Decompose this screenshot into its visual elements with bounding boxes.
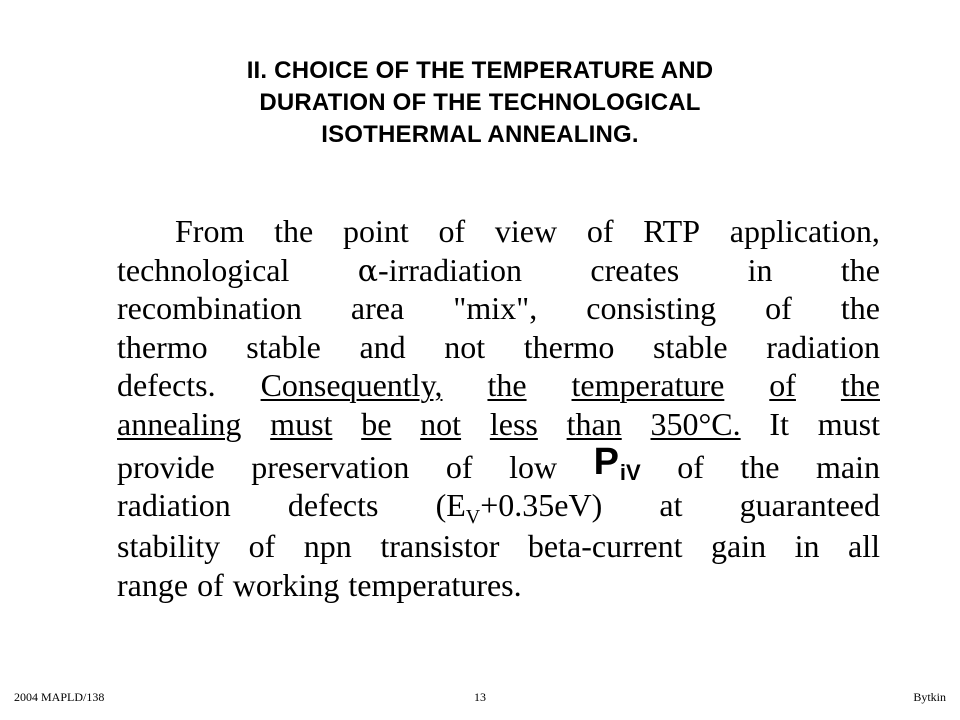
ev-subscript: V: [465, 506, 481, 528]
word: point: [342, 213, 409, 249]
word: and: [359, 328, 406, 365]
word: technological: [117, 251, 290, 288]
word: of: [765, 290, 792, 326]
underlined-word: not: [420, 405, 462, 442]
word: of: [677, 448, 704, 485]
body-line-4: [117, 328, 880, 367]
word: recombination: [117, 290, 302, 326]
footer-conference: 2004 MAPLD/138: [14, 690, 105, 704]
word: area: [350, 290, 405, 326]
word: main: [815, 448, 880, 485]
underlined-word: 350°C.: [650, 405, 741, 442]
piv-symbol: [593, 440, 641, 487]
underlined-word: the: [487, 367, 527, 403]
word: range: [117, 566, 189, 603]
ev-prefix: (E: [435, 487, 466, 523]
word: provide: [117, 448, 215, 485]
word: consisting: [586, 290, 717, 326]
word: the: [740, 448, 780, 485]
word: radiation: [117, 487, 231, 523]
alpha-irradiation: [358, 251, 522, 290]
body-line-1: [117, 212, 880, 251]
word: -irradiation: [378, 251, 522, 288]
word: the: [840, 290, 880, 326]
piv-subscript: iV: [619, 459, 641, 485]
body-line-8: [117, 486, 880, 527]
ev-suffix: +0.35eV): [480, 487, 603, 523]
word: of: [438, 213, 466, 249]
word: beta-current: [527, 528, 683, 564]
underlined-word: less: [489, 405, 538, 442]
word: of: [197, 566, 224, 603]
word: the: [274, 213, 314, 249]
word: guaranteed: [739, 487, 880, 523]
word: of: [248, 528, 276, 564]
word: defects.: [117, 367, 216, 403]
underlined-word: be: [361, 405, 392, 442]
word: thermo: [117, 328, 208, 365]
underlined-word: annealing: [117, 405, 242, 442]
word: view: [494, 213, 558, 249]
body-line-7: [117, 440, 880, 486]
underlined-word: temperature: [571, 367, 725, 403]
word: working: [232, 566, 340, 603]
word: RTP: [643, 213, 700, 249]
underlined-word: than: [566, 405, 622, 442]
body-line-6: [117, 405, 880, 444]
word: must: [817, 405, 880, 442]
word: application,: [729, 213, 880, 249]
word: stable: [652, 328, 728, 365]
alpha-symbol: α: [357, 253, 379, 289]
word: defects: [287, 487, 379, 523]
body-paragraph: [117, 212, 880, 604]
footer-author: Bytkin: [913, 690, 946, 704]
word: in: [747, 251, 773, 288]
word: of: [445, 448, 473, 485]
word: low: [509, 448, 558, 485]
body-line-2: [117, 251, 880, 290]
body-line-5: [117, 366, 880, 405]
word: preservation: [251, 448, 410, 485]
underlined-word: the: [840, 367, 880, 403]
word: transistor: [380, 528, 500, 564]
footer-page-number: 13: [474, 690, 486, 704]
body-line-9: [117, 527, 880, 566]
word: "mix",: [453, 290, 538, 326]
word: npn: [303, 528, 352, 564]
body-line-3: [117, 289, 880, 328]
word: gain: [711, 528, 767, 564]
word: the: [840, 251, 880, 288]
word: in: [794, 528, 820, 564]
underlined-word: of: [769, 367, 796, 403]
body-line-10: [117, 566, 880, 605]
title-line-2: DURATION OF THE TECHNOLOGICAL: [259, 89, 701, 116]
underlined-word: Consequently,: [260, 367, 443, 403]
word: It: [769, 405, 789, 442]
underlined-word: must: [270, 405, 333, 442]
word: stable: [246, 328, 321, 365]
word: creates: [590, 251, 680, 288]
word: of: [586, 213, 614, 249]
word: not: [444, 328, 486, 365]
word: temperatures.: [348, 566, 522, 603]
word: thermo: [523, 328, 615, 365]
word: all: [848, 528, 880, 564]
piv-letter: P: [593, 440, 619, 483]
word: at: [659, 487, 683, 523]
slide-title: [120, 55, 840, 151]
title-line-3: ISOTHERMAL ANNEALING.: [321, 121, 639, 148]
word: From: [175, 213, 245, 249]
ev-expression: [436, 486, 603, 527]
word: stability: [117, 528, 221, 564]
word: radiation: [766, 328, 880, 365]
title-line-1: II. CHOICE OF THE TEMPERATURE AND: [246, 57, 714, 84]
